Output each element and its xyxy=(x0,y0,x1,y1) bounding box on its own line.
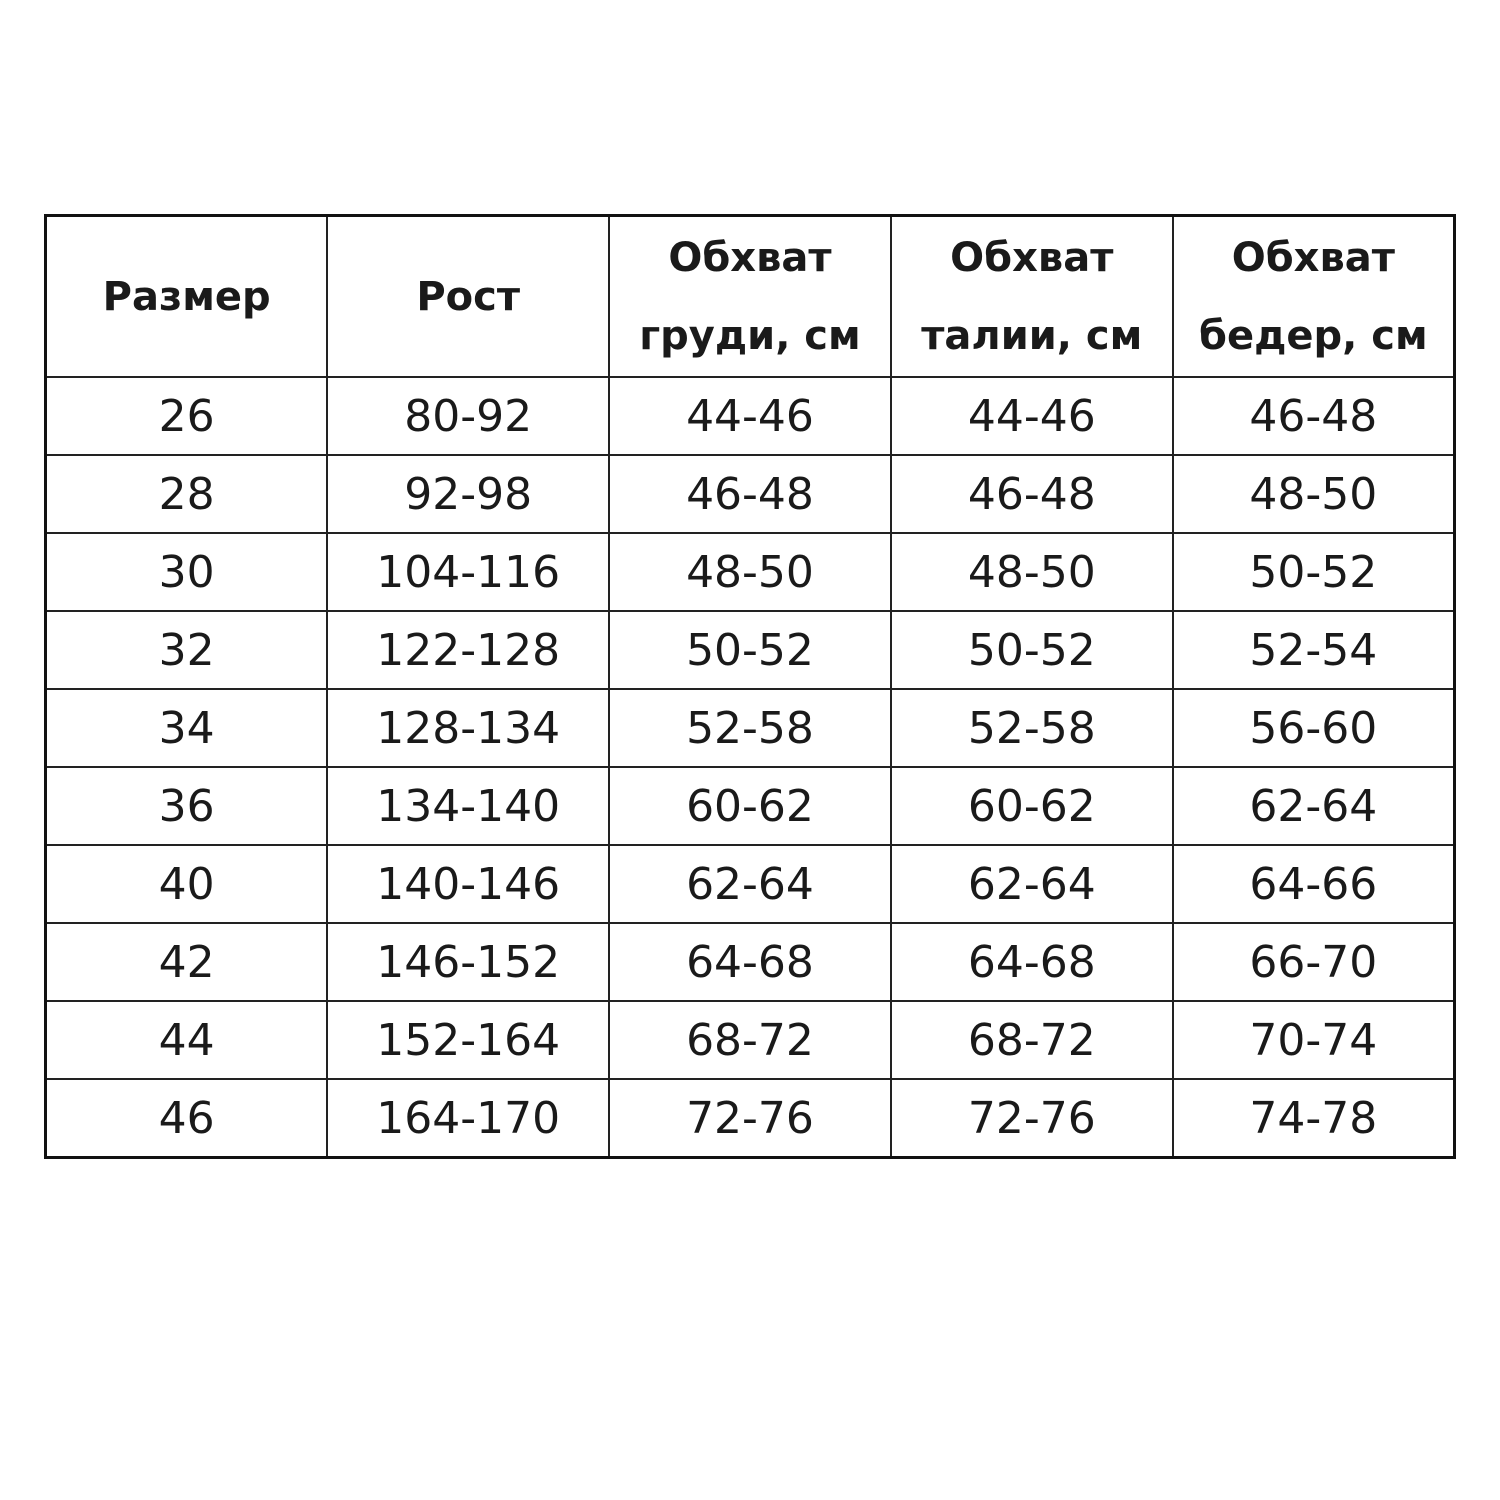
cell-chest: 60-62 xyxy=(609,767,891,845)
cell-chest: 62-64 xyxy=(609,845,891,923)
table-row xyxy=(46,1001,1455,1079)
cell-size: 36 xyxy=(46,767,328,845)
table-row xyxy=(46,533,1455,611)
header-size-label: Размер xyxy=(102,273,271,320)
cell-height: 92-98 xyxy=(327,455,609,533)
table-row xyxy=(46,455,1455,533)
cell-hips: 70-74 xyxy=(1173,1001,1455,1079)
cell-chest: 48-50 xyxy=(609,533,891,611)
table-row xyxy=(46,845,1455,923)
header-hips xyxy=(1173,216,1455,378)
cell-height: 122-128 xyxy=(327,611,609,689)
cell-hips: 48-50 xyxy=(1173,455,1455,533)
cell-height: 152-164 xyxy=(327,1001,609,1079)
table-body xyxy=(46,377,1455,1158)
cell-hips: 66-70 xyxy=(1173,923,1455,1001)
cell-hips: 74-78 xyxy=(1173,1079,1455,1158)
cell-waist: 48-50 xyxy=(891,533,1173,611)
cell-size: 44 xyxy=(46,1001,328,1079)
cell-size: 30 xyxy=(46,533,328,611)
cell-chest: 72-76 xyxy=(609,1079,891,1158)
cell-height: 134-140 xyxy=(327,767,609,845)
header-chest-line-1: Обхват xyxy=(668,234,832,281)
cell-size: 32 xyxy=(46,611,328,689)
header-chest-line-2: груди, см xyxy=(639,312,861,359)
header-waist xyxy=(891,216,1173,378)
table-row xyxy=(46,689,1455,767)
cell-waist: 64-68 xyxy=(891,923,1173,1001)
cell-height: 128-134 xyxy=(327,689,609,767)
cell-waist: 72-76 xyxy=(891,1079,1173,1158)
cell-waist: 68-72 xyxy=(891,1001,1173,1079)
table-row xyxy=(46,1079,1455,1158)
cell-chest: 64-68 xyxy=(609,923,891,1001)
cell-hips: 62-64 xyxy=(1173,767,1455,845)
header-waist-line-2: талии, см xyxy=(921,312,1143,359)
cell-chest: 52-58 xyxy=(609,689,891,767)
cell-hips: 46-48 xyxy=(1173,377,1455,455)
table-header xyxy=(46,216,1455,378)
cell-size: 46 xyxy=(46,1079,328,1158)
cell-waist: 46-48 xyxy=(891,455,1173,533)
cell-height: 140-146 xyxy=(327,845,609,923)
header-height xyxy=(327,216,609,378)
header-height-label: Рост xyxy=(416,273,521,320)
cell-height: 80-92 xyxy=(327,377,609,455)
cell-chest: 46-48 xyxy=(609,455,891,533)
cell-waist: 52-58 xyxy=(891,689,1173,767)
cell-height: 146-152 xyxy=(327,923,609,1001)
cell-size: 40 xyxy=(46,845,328,923)
size-chart-table xyxy=(44,214,1456,1159)
header-hips-line-1: Обхват xyxy=(1231,234,1395,281)
cell-hips: 64-66 xyxy=(1173,845,1455,923)
cell-size: 42 xyxy=(46,923,328,1001)
header-hips-line-2: бедер, см xyxy=(1199,312,1428,359)
cell-waist: 44-46 xyxy=(891,377,1173,455)
table-row xyxy=(46,923,1455,1001)
header-waist-line-1: Обхват xyxy=(950,234,1114,281)
cell-chest: 68-72 xyxy=(609,1001,891,1079)
cell-waist: 62-64 xyxy=(891,845,1173,923)
cell-hips: 56-60 xyxy=(1173,689,1455,767)
cell-waist: 60-62 xyxy=(891,767,1173,845)
table-row xyxy=(46,611,1455,689)
header-chest xyxy=(609,216,891,378)
table-row xyxy=(46,377,1455,455)
cell-chest: 44-46 xyxy=(609,377,891,455)
table-row xyxy=(46,767,1455,845)
cell-size: 34 xyxy=(46,689,328,767)
cell-size: 28 xyxy=(46,455,328,533)
header-size xyxy=(46,216,328,378)
header-row xyxy=(46,216,1455,378)
cell-chest: 50-52 xyxy=(609,611,891,689)
cell-waist: 50-52 xyxy=(891,611,1173,689)
cell-hips: 52-54 xyxy=(1173,611,1455,689)
cell-hips: 50-52 xyxy=(1173,533,1455,611)
cell-height: 104-116 xyxy=(327,533,609,611)
cell-size: 26 xyxy=(46,377,328,455)
cell-height: 164-170 xyxy=(327,1079,609,1158)
